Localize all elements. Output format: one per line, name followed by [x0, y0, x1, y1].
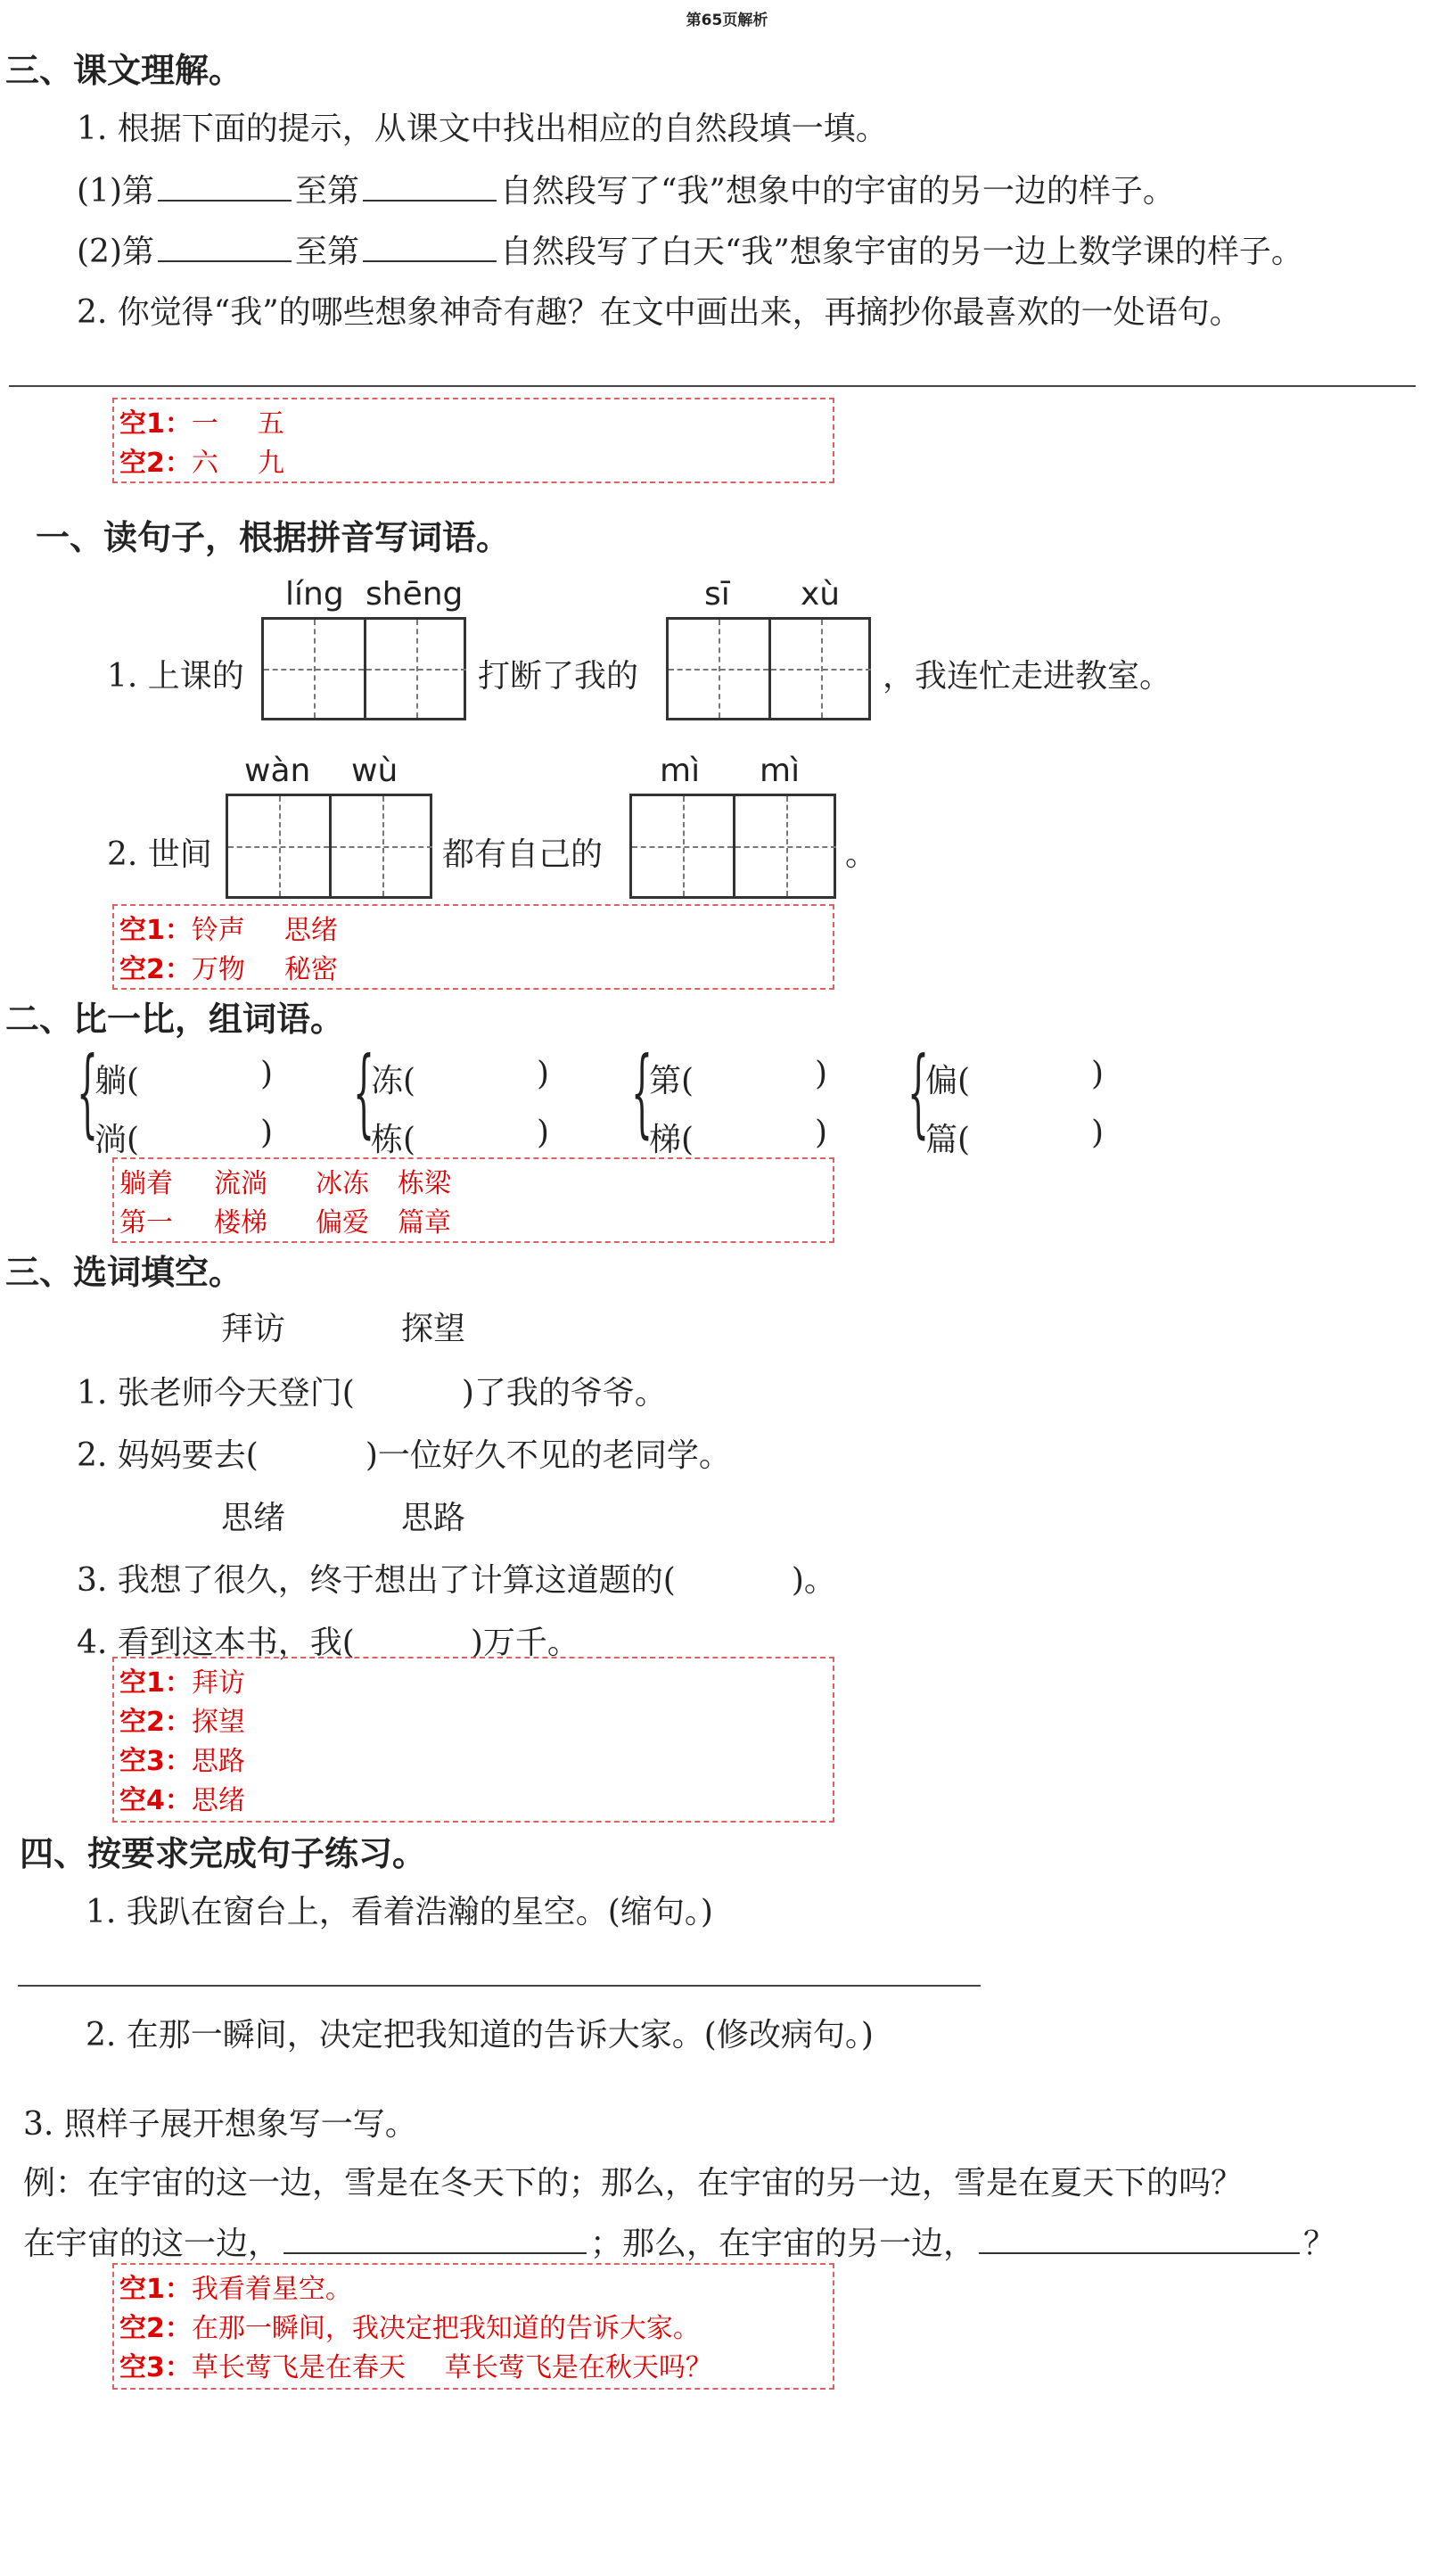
answer-box-part-3	[112, 1657, 834, 1823]
answer-row: 空3：草长莺飞是在春天 草长莺飞是在秋天吗？	[119, 2352, 712, 2383]
pinyin: wù	[351, 753, 398, 789]
section-title-compare: 二、比一比，组词语。	[5, 1000, 345, 1039]
question-1: 1. 根据下面的提示，从课文中找出相应的自然段填一填。	[77, 111, 888, 147]
answer-row: 第一 楼梯 偏爱 篇章	[119, 1207, 451, 1239]
compare-close: )	[815, 1115, 828, 1151]
answer-box-part-1	[112, 904, 834, 990]
compare-bottom: 篇(	[925, 1122, 971, 1158]
answer-row: 空2：万物 秘密	[119, 954, 338, 985]
compare-bottom: 梯(	[649, 1122, 694, 1158]
sentence-question-1: 1. 我趴在窗台上，看着浩瀚的星空。(缩句。)	[86, 1894, 713, 1930]
pinyin: mì	[660, 753, 701, 789]
answer-row: 空1：拜访	[119, 1667, 245, 1699]
pinyin: líng	[285, 576, 344, 613]
word-option: 思路	[401, 1500, 466, 1536]
compare-close: )	[260, 1056, 274, 1092]
fill-question-1: 1. 张老师今天登门( )了我的爷爷。	[77, 1375, 667, 1411]
compare-close: )	[537, 1056, 550, 1092]
fill-question-4: 4. 看到这本书，我( )万千。	[77, 1625, 579, 1661]
question-1-2: (2)第 至第 自然段写了白天“我”想象宇宙的另一边上数学课的样子。	[77, 226, 1303, 272]
answer-box-part-a	[112, 398, 834, 483]
page-header: 第65页解析	[686, 12, 768, 29]
compare-close: )	[1091, 1056, 1105, 1092]
section-title-fill-words: 三、选词填空。	[5, 1253, 243, 1292]
sentence-2-mid: 都有自己的	[442, 836, 604, 873]
answer-line[interactable]	[18, 1985, 981, 1987]
pinyin: wàn	[244, 753, 311, 789]
brace-icon: {	[353, 1037, 375, 1148]
answer-box-part-2	[112, 1157, 834, 1243]
section-title-text-comprehension: 三、课文理解。	[5, 51, 243, 90]
tianzige-box[interactable]	[666, 617, 871, 720]
answer-box-part-4	[112, 2263, 834, 2390]
sentence-1-suffix: ，我连忙走进教室。	[883, 658, 1172, 695]
blank-1[interactable]	[158, 168, 292, 202]
sentence-1-mid: 打断了我的	[478, 658, 639, 695]
blank-1[interactable]	[158, 228, 292, 262]
fill-question-2: 2. 妈妈要去( )一位好久不见的老同学。	[77, 1437, 731, 1474]
word-option: 思绪	[221, 1500, 286, 1536]
fill-question-3: 3. 我想了很久，终于想出了计算这道题的( )。	[77, 1562, 836, 1599]
tianzige-box[interactable]	[226, 794, 432, 899]
pinyin: xù	[801, 576, 841, 613]
compare-top: 躺(	[94, 1063, 140, 1099]
brace-icon: {	[77, 1037, 99, 1148]
compare-top: 偏(	[925, 1063, 971, 1099]
compare-top: 第(	[649, 1063, 694, 1099]
compare-close: )	[1091, 1115, 1105, 1151]
answer-line[interactable]	[9, 385, 1416, 387]
answer-row: 空2：六 九	[119, 448, 284, 479]
answer-row: 空1：一 五	[119, 408, 284, 440]
sentence-2-prefix: 2. 世间	[107, 836, 212, 873]
answer-row: 空3：思路	[119, 1746, 245, 1777]
sentence-2-suffix: 。	[845, 836, 878, 873]
pinyin: sī	[704, 576, 730, 613]
answer-row: 躺着 流淌 冰冻 栋梁	[119, 1168, 451, 1199]
brace-icon: {	[631, 1037, 653, 1148]
compare-bottom: 淌(	[94, 1122, 140, 1158]
answer-row: 空2：探望	[119, 1707, 245, 1738]
tianzige-box[interactable]	[629, 794, 836, 899]
tianzige-box[interactable]	[261, 617, 466, 720]
answer-row: 空4：思绪	[119, 1785, 245, 1816]
question-2: 2. 你觉得“我”的哪些想象神奇有趣？在文中画出来，再摘抄你最喜欢的一处语句。	[77, 294, 1242, 331]
pinyin: shēng	[366, 576, 464, 613]
example-sentence: 例：在宇宙的这一边，雪是在冬天下的；那么，在宇宙的另一边，雪是在夏天下的吗？	[23, 2165, 1244, 2202]
sentence-1-prefix: 1. 上课的	[107, 658, 244, 695]
compare-close: )	[260, 1115, 274, 1151]
compare-top: 冻(	[371, 1063, 416, 1099]
section-title-pinyin: 一、读句子，根据拼音写词语。	[36, 518, 511, 557]
blank-1[interactable]	[283, 2220, 587, 2254]
blank-2[interactable]	[363, 228, 497, 262]
blank-2[interactable]	[363, 168, 497, 202]
compare-close: )	[537, 1115, 550, 1151]
sentence-question-3: 3. 照样子展开想象写一写。	[23, 2106, 417, 2143]
question-1-1: (1)第 至第 自然段写了“我”想象中的宇宙的另一边的样子。	[77, 166, 1175, 211]
answer-row: 空2：在那一瞬间，我决定把我知道的告诉大家。	[119, 2313, 700, 2344]
section-title-sentence-practice: 四、按要求完成句子练习。	[20, 1834, 427, 1873]
pinyin: mì	[760, 753, 801, 789]
compare-close: )	[815, 1056, 828, 1092]
word-option: 探望	[401, 1311, 466, 1347]
answer-row: 空1：我看着星空。	[119, 2274, 352, 2305]
imagination-fill: 在宇宙的这一边， ；那么，在宇宙的另一边， ？	[23, 2218, 1335, 2264]
blank-2[interactable]	[979, 2220, 1300, 2254]
compare-bottom: 栋(	[371, 1122, 416, 1158]
answer-row: 空1：铃声 思绪	[119, 915, 338, 946]
brace-icon: {	[908, 1037, 930, 1148]
sentence-question-2: 2. 在那一瞬间，决定把我知道的告诉大家。(修改病句。)	[86, 2017, 874, 2053]
word-option: 拜访	[221, 1311, 286, 1347]
